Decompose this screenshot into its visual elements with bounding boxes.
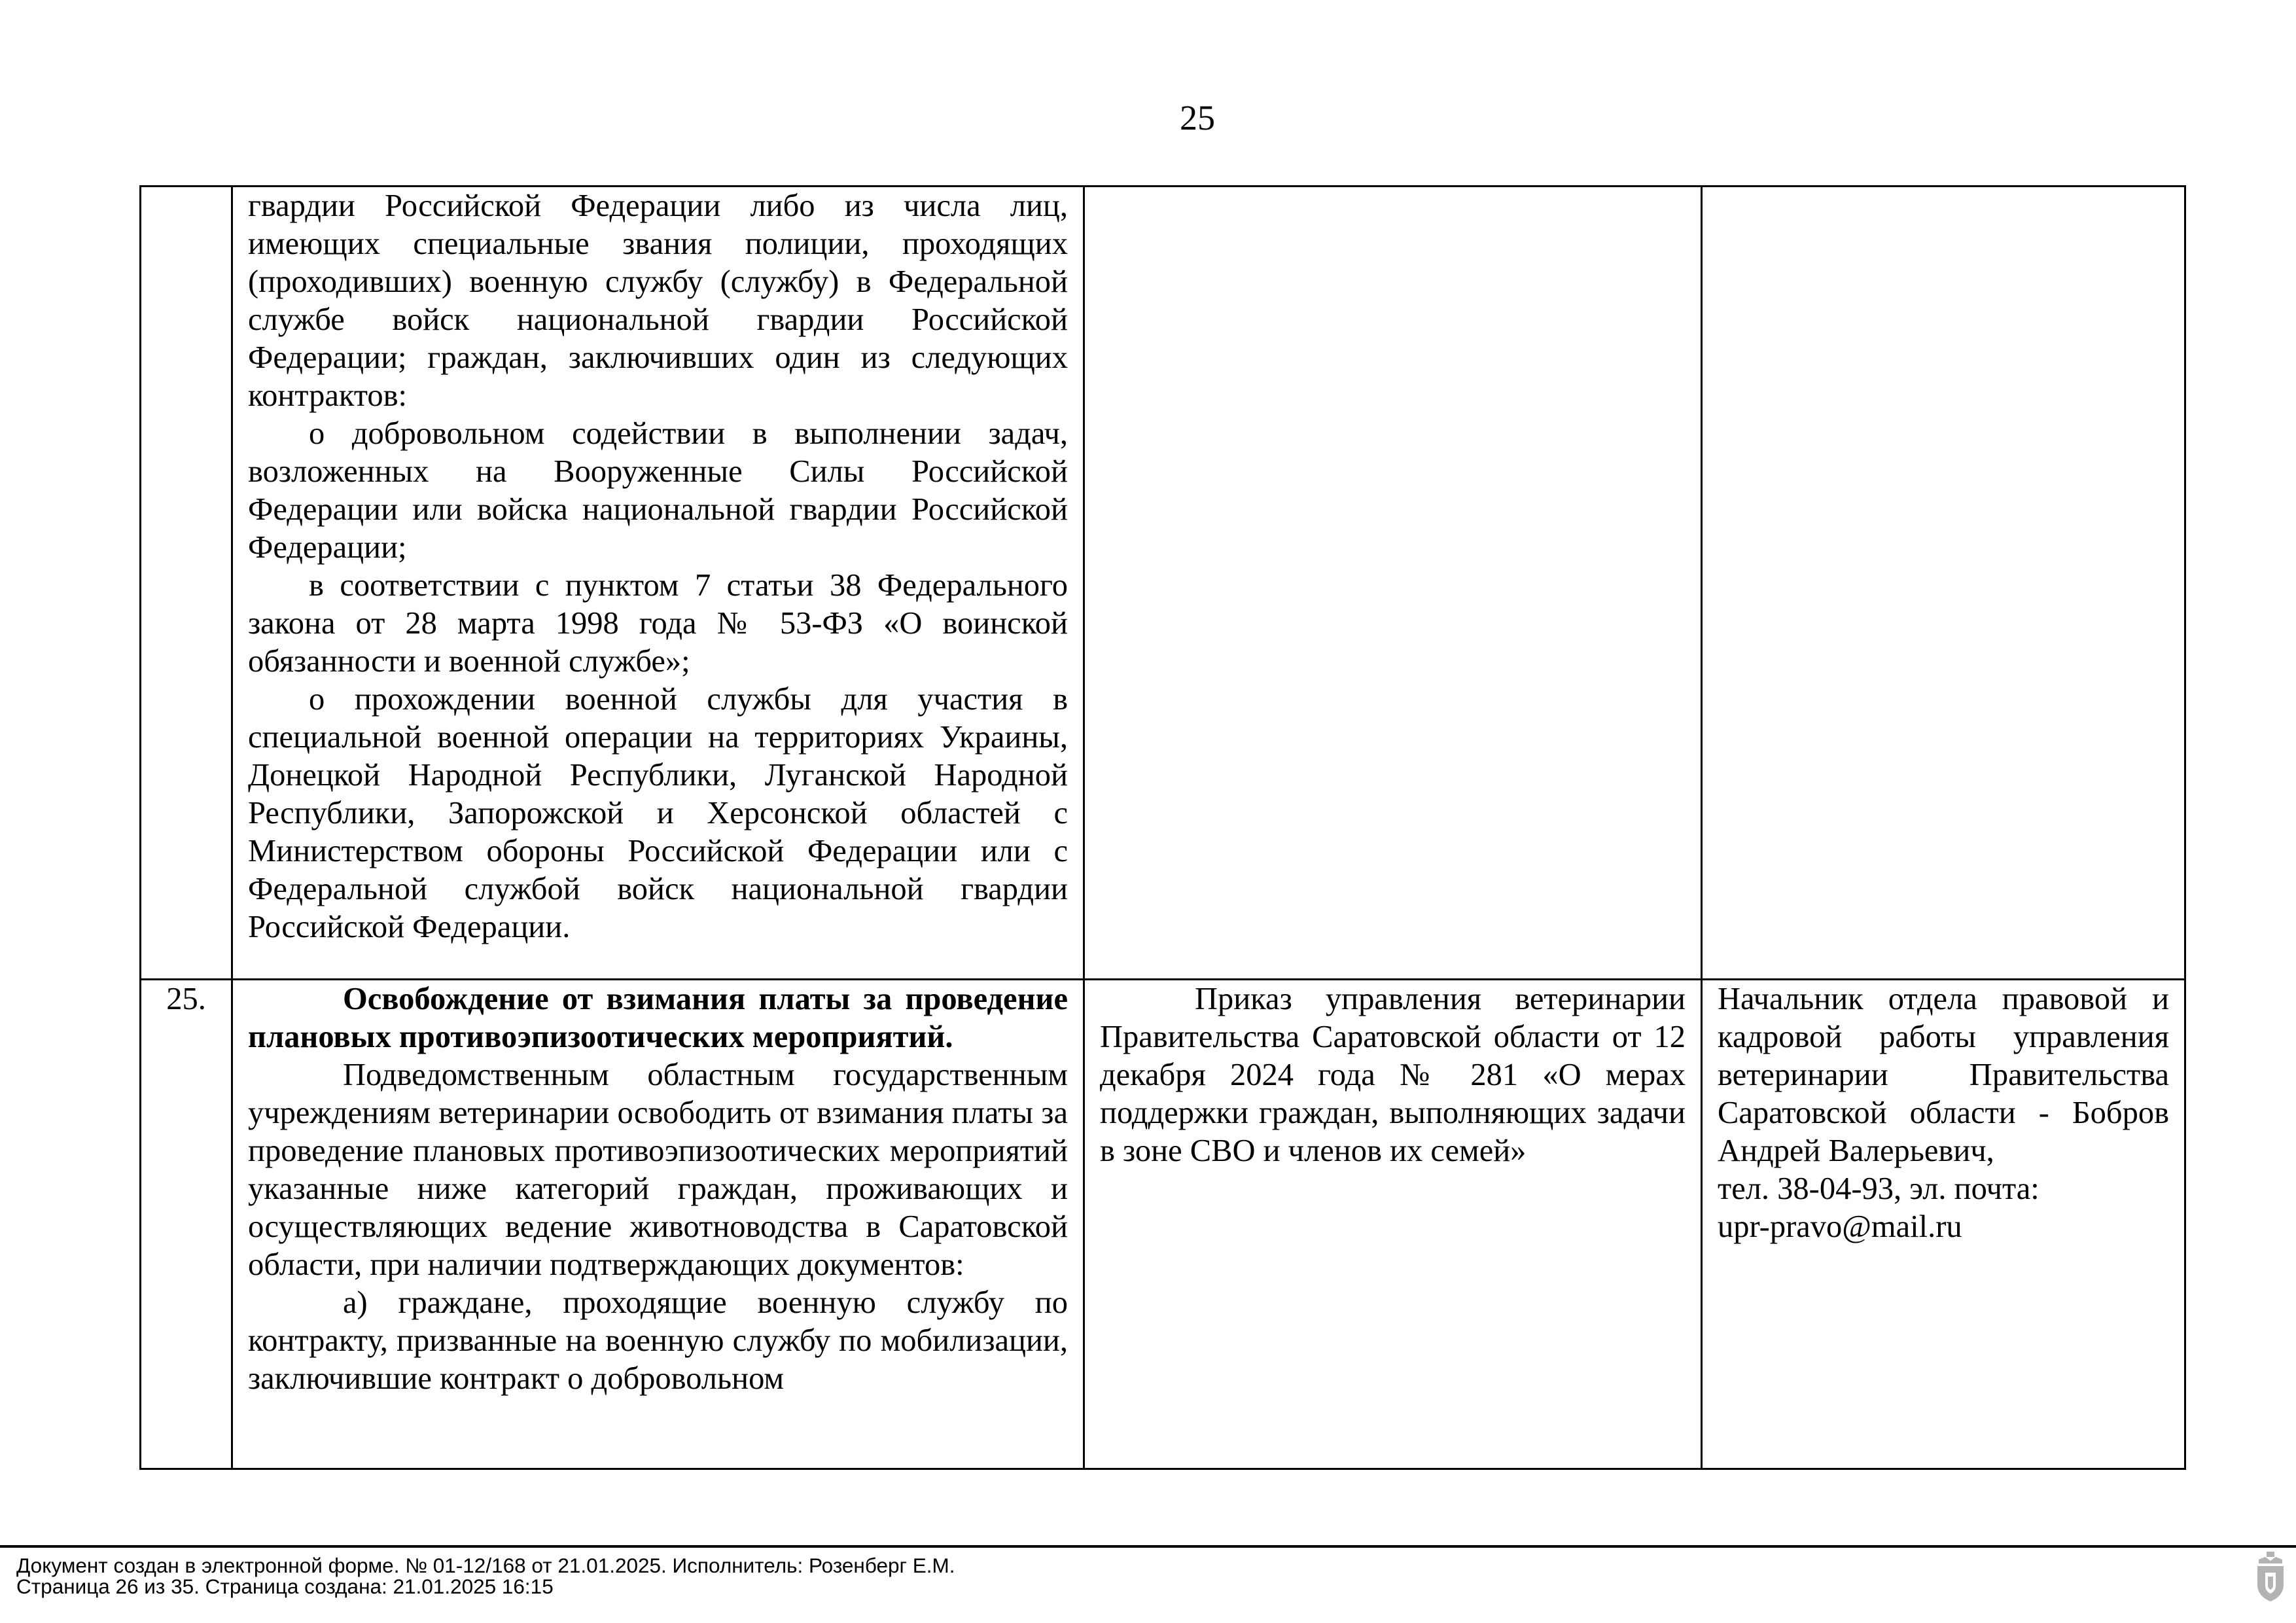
- measures-table: [139, 185, 2186, 1470]
- contact-name: Начальник отдела правовой и кадровой работы управления ветеринарии Правительства Саратовской области - Бобров Андрей Валерьевич,: [1718, 982, 2169, 1168]
- basis-cell: [1084, 980, 1702, 1469]
- contact-cell: [1702, 980, 2185, 1469]
- basis-cell: [1084, 187, 1702, 980]
- contact-email: upr-pravo@mail.ru: [1718, 1209, 1962, 1244]
- row-number-cell: [141, 187, 232, 980]
- description-cell: [232, 980, 1084, 1469]
- row-number-cell: [141, 980, 232, 1469]
- contact-phone: тел. 38-04-93, эл. почта:: [1718, 1171, 2040, 1206]
- table-row: [141, 980, 2185, 1469]
- footer-line-2: Страница 26 из 35. Страница создана: 21.01.2025 16:15: [16, 1575, 554, 1598]
- footer: [16, 1555, 955, 1597]
- description-paragraph: в соответствии с пунктом 7 статьи 38 Федерального закона от 28 марта 1998 года № 53-ФЗ «О воинской обязанности и военной службе»;: [248, 568, 1068, 679]
- measure-title: Освобождение от взимания платы за проведение плановых противоэпизоотических мероприятий.: [248, 982, 1068, 1054]
- row-number: 25.: [166, 982, 206, 1016]
- description-paragraph: Подведомственным областным государственным учреждениям ветеринарии освободить от взимания платы за проведение плановых противоэпизоотических мероприятий указанные ниже категорий граждан, проживающих и осуществляющих ведение животноводства в Саратовской области, при наличии подтверждающих документов:: [248, 1058, 1068, 1282]
- description-paragraph: гвардии Российской Федерации либо из числа лиц, имеющих специальные звания полиции, проходящих (проходивших) военную службу (службу) в Федеральной службе войск национальной гвардии Российской Федерации; граждан, заключивших один из следующих контрактов:: [248, 188, 1068, 413]
- footer-divider: [0, 1545, 2296, 1548]
- coat-of-arms-icon: [2253, 1552, 2287, 1601]
- table-row: [141, 187, 2185, 980]
- description-paragraph: а) граждане, проходящие военную службу по контракту, призванные на военную службу по мобилизации, заключившие контракт о добровольном: [248, 1285, 1068, 1396]
- contact-cell: [1702, 187, 2185, 980]
- basis-text: Приказ управления ветеринарии Правительства Саратовской области от 12 декабря 2024 года № 281 «О мерах поддержки граждан, выполняющих задачи в зоне СВО и членов их семей»: [1100, 982, 1686, 1168]
- description-paragraph: о прохождении военной службы для участия в специальной военной операции на территориях Украины, Донецкой Народной Республики, Луганской Народной Республики, Запорожской и Херсонской областей с Министерством обороны Российской Федерации или с Федеральной службой войск национальной гвардии Российской Федерации.: [248, 682, 1068, 944]
- description-paragraph: о добровольном содействии в выполнении задач, возложенных на Вооруженные Силы Российской Федерации или войска национальной гвардии Российской Федерации;: [248, 416, 1068, 565]
- footer-line-1: Документ создан в электронной форме. № 01-12/168 от 21.01.2025. Исполнитель: Розенберг Е.М.: [16, 1554, 955, 1577]
- description-cell: [232, 187, 1084, 980]
- page-number: 25: [1180, 98, 1215, 137]
